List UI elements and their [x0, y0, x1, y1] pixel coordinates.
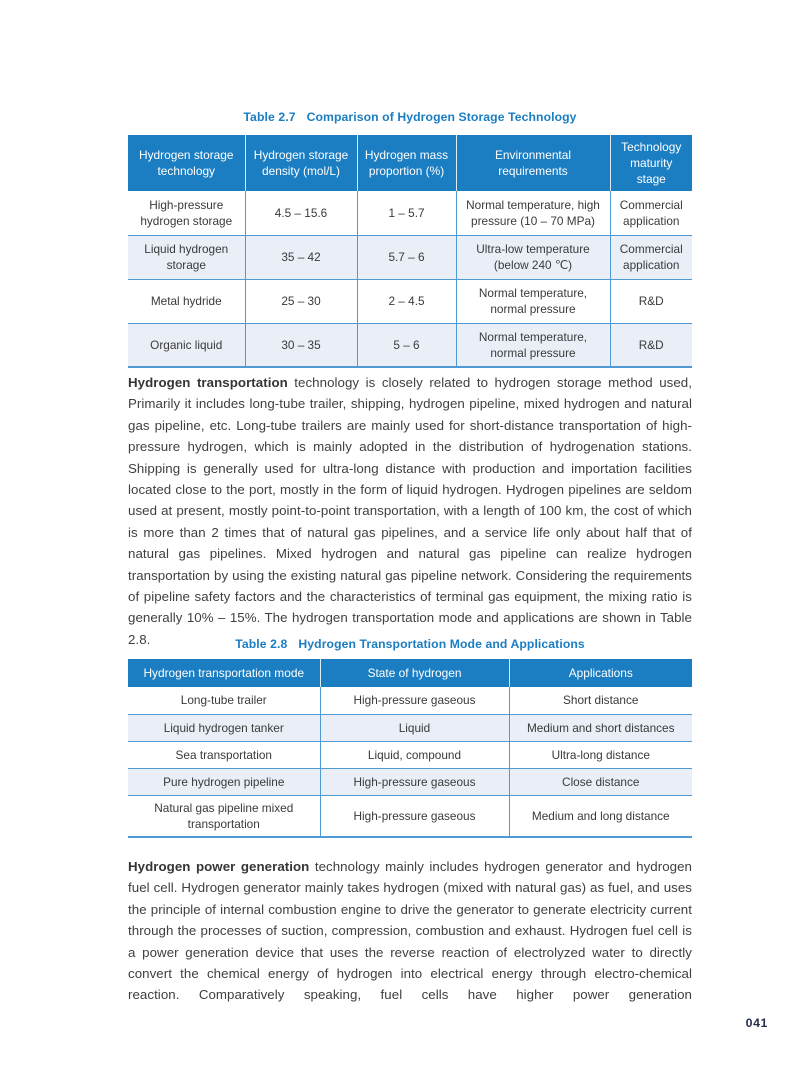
table-cell: Long-tube trailer [128, 687, 320, 714]
table-cell: Short distance [563, 693, 639, 708]
table-2-7-caption [128, 110, 692, 124]
table-row [128, 191, 692, 235]
table-cell: Pure hydrogen pipeline [128, 768, 320, 795]
table-body [128, 687, 692, 837]
table-row [128, 235, 692, 279]
table-cell: 1 – 5.7 [357, 191, 456, 235]
table-2-7-caption-label: Table 2.7 [243, 110, 296, 124]
table-cell: 25 – 30 [245, 279, 357, 323]
table-cell: 4.5 – 15.6 [245, 191, 357, 235]
table-cell: 5.7 – 6 [357, 235, 456, 279]
hydrogen-storage-table [128, 135, 692, 368]
table-cell: Natural gas pipeline mixed transportation [128, 795, 320, 837]
table-cell: High-pressure gaseous [320, 687, 509, 714]
table-cell: High-pressure gaseous [320, 768, 509, 795]
table-2-8-caption-label: Table 2.8 [235, 637, 288, 651]
header-cell: Hydrogen mass proportion (%) [357, 135, 456, 191]
table-cell: Close distance [509, 768, 692, 795]
paragraph-lead: Hydrogen power generation [128, 859, 310, 874]
header-cell: Technology maturity stage [610, 135, 692, 191]
table-cell: Liquid [320, 714, 509, 741]
header-cell: State of hydrogen [320, 659, 509, 687]
paragraph-text: technology is closely related to hydrogen storage method used, Primarily it includes long-tube trailer, shipping, hydrogen pipeline, mixed hydrogen and natural gas pipeline, etc. Long-tube trailers are mainly used for short-distance transportation of high-pressure hydrogen, which is mainly adopted in the distribution of hydrogenation stations. Shipping is generally used for ultra-long distance with production and importation facilities located close to the port, mostly in the form of liquid hydrogen. Hydrogen pipelines are seldom used at present, mostly point-to-point transportation, with a length of 100 km, the cost of which is more than 2 times that of natural gas pipelines, and a service life only about half that of natural gas pipelines. Mixed hydrogen and natural gas pipeline can realize hydrogen transportation by using the existing natural gas pipeline network. Considering the requirements of pipeline safety factors and the characteristics of terminal gas equipment, the mixing ratio is generally 10% – 15%. The hydrogen transportation mode and applications are shown in Table 2.8. [128, 375, 693, 647]
header-cell: Environmental requirements [456, 135, 610, 191]
table-row [128, 323, 692, 367]
paragraph-lead: Hydrogen transportation [128, 375, 288, 390]
table-row [128, 279, 692, 323]
table-row [128, 714, 692, 741]
table-cell: 30 – 35 [245, 323, 357, 367]
table-header-row [128, 659, 692, 687]
table-cell: Ultra-long distance [509, 741, 692, 768]
table-cell: High-pressure hydrogen storage [128, 191, 245, 235]
table-cell: Normal temperature, normal pressure [456, 323, 610, 367]
table-cell: Liquid hydrogen storage [128, 235, 245, 279]
table-2-8-caption-title: Hydrogen Transportation Mode and Applications [298, 637, 585, 651]
table-cell: Liquid, compound [320, 741, 509, 768]
table-cell: R&D [610, 323, 692, 367]
table-cell: Normal temperature, normal pressure [456, 279, 610, 323]
table-cell: Ultra-low temperature (below 240 ℃) [456, 235, 610, 279]
table-cell: Medium and long distance [509, 795, 692, 837]
paragraph-text: technology mainly includes hydrogen generator and hydrogen fuel cell. Hydrogen generator mainly takes hydrogen (mixed with natural gas) as fuel, and uses the principle of internal combustion engine to drive the generator to generate electricity current through the processes of suction, compression, combustion and exhaust. Hydrogen fuel cell is a power generation device that uses the reverse reaction of electrolyzed water to directly convert the chemical energy of hydrogen into electrical energy through electro-chemical reaction. Comparatively speaking, fuel cells have higher power generation [128, 859, 692, 1003]
table-row [128, 768, 692, 795]
paragraph-hydrogen-transportation [128, 372, 692, 650]
header-cell: Hydrogen transportation mode [128, 659, 320, 687]
table-body [128, 191, 692, 367]
table-cell: Commercial application [610, 235, 692, 279]
paragraph-hydrogen-power-generation [128, 856, 692, 1006]
table-cell: Organic liquid [128, 323, 245, 367]
table-cell: R&D [610, 279, 692, 323]
header-cell: Hydrogen storage technology [128, 135, 245, 191]
table-cell: Commercial application [619, 197, 683, 228]
table-cell: Normal temperature, high pressure (10 – 70 MPa) [456, 191, 610, 235]
table-cell: 2 – 4.5 [357, 279, 456, 323]
page-number: 041 [745, 1016, 768, 1030]
table-row [128, 687, 692, 714]
table-cell: Metal hydride [128, 279, 245, 323]
table-cell: Liquid hydrogen tanker [128, 714, 320, 741]
table-header-row [128, 135, 692, 191]
table-cell: High-pressure gaseous [320, 795, 509, 837]
table-cell: Sea transportation [128, 741, 320, 768]
table-2-7-caption-title: Comparison of Hydrogen Storage Technology [306, 110, 577, 124]
header-cell: Applications [509, 659, 692, 687]
table-cell: 35 – 42 [245, 235, 357, 279]
header-cell: Hydrogen storage density (mol/L) [245, 135, 357, 191]
table-row [128, 741, 692, 768]
table-cell: Medium and short distances [509, 714, 692, 741]
table-cell: 5 – 6 [357, 323, 456, 367]
table-row [128, 795, 692, 837]
table-2-8-caption [128, 637, 692, 651]
hydrogen-transportation-table [128, 659, 692, 838]
